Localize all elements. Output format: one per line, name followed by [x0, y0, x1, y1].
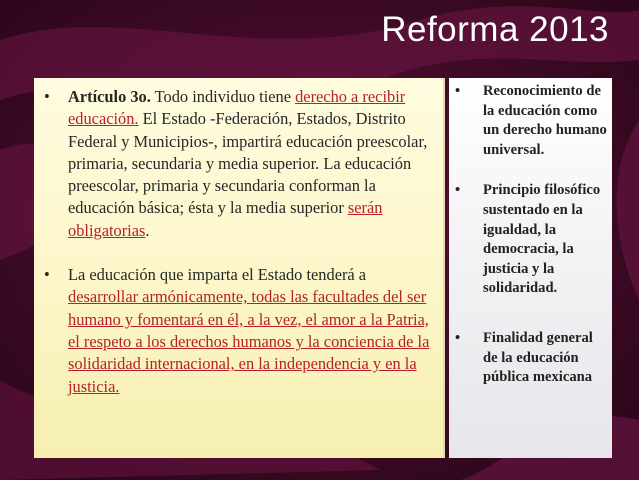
bullet-articulo-3 [42, 86, 433, 242]
bullet-dot: • [455, 329, 461, 346]
summary-panel [449, 78, 612, 458]
summary-text: Principio filosófico sustentado en la igualdad, la democracia, la justicia y la solidaridad. [483, 182, 601, 297]
main-content-panel [34, 78, 445, 458]
summary-item-principio [451, 181, 608, 299]
slide-title: Reforma 2013 [381, 10, 609, 49]
summary-text: Finalidad general de la educación pública mexicana [483, 329, 593, 386]
article-text-3: . [145, 220, 150, 240]
highlight-obligatorias: serán obligatorias [68, 198, 383, 240]
article-text-1: Todo individuo tiene [150, 87, 296, 106]
bullet-dot: • [455, 182, 461, 199]
article-heading: Artículo 3o. [68, 87, 151, 106]
education-text: La educación que imparta el Estado tenderá a [68, 265, 367, 285]
highlight-desarrollar: desarrollar armónicamente, todas las facultades del ser humano y fomentará en él, a la vez, el amor a la Patria, el respeto a los derechos humanos y la conciencia de la solidaridad internacional, en la independencia y en la justicia. [68, 287, 430, 396]
bullet-dot: • [455, 83, 461, 99]
summary-item-reconocimiento [451, 82, 608, 160]
bullet-dot: • [44, 265, 50, 285]
summary-text: Reconocimiento de la educación como un derecho humano universal. [483, 83, 607, 158]
article-text-2: El Estado -Federación, Estados, Distrito Federal y Municipios-, impartirá educación preescolar, primaria, secundaria y media superior. La educación preescolar, primaria y secundaria conforman la educación básica; ésta y la media superior [68, 109, 428, 218]
bullet-dot: • [44, 87, 50, 106]
bullet-educacion-estado [42, 264, 433, 398]
summary-item-finalidad [451, 329, 608, 388]
highlight-derecho-educacion: derecho a recibir educación. [68, 87, 406, 129]
